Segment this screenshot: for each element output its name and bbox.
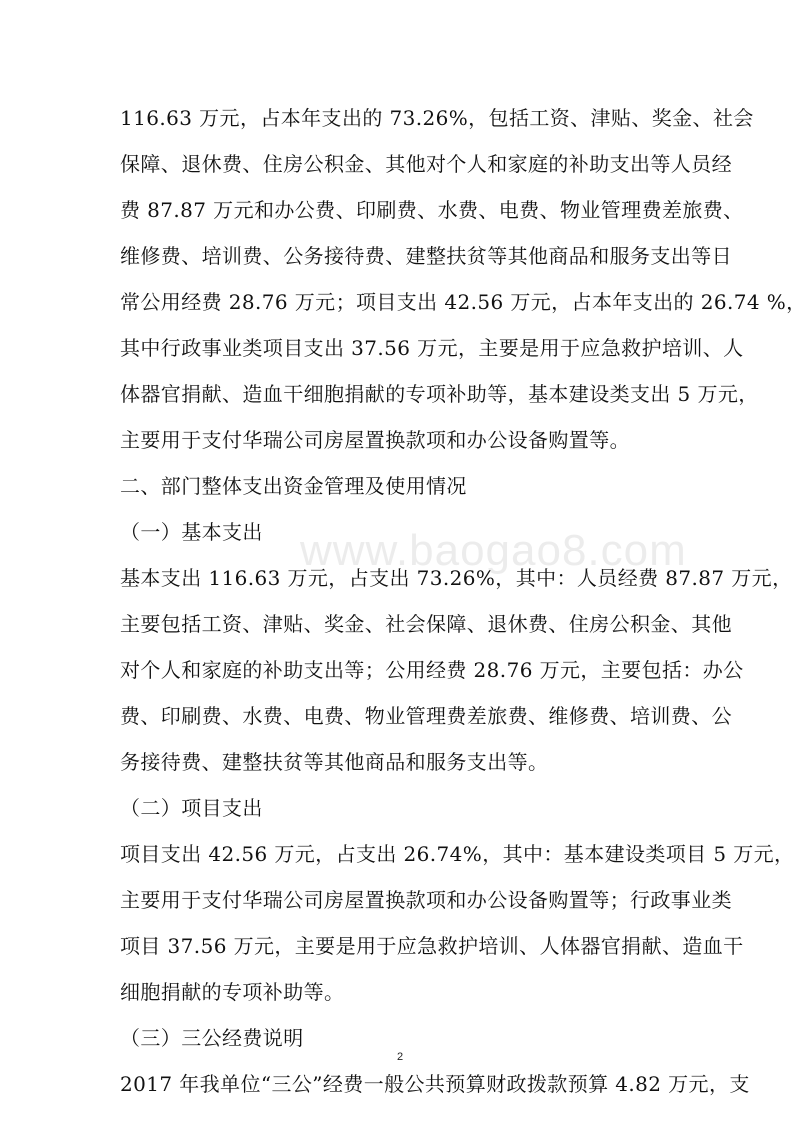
- paragraph-line: 细胞捐献的专项补助等。: [120, 980, 345, 1004]
- paragraph-line: 项目支出 42.56 万元，占支出 26.74%，其中：基本建设类项目 5 万元，: [120, 842, 795, 866]
- subsection-heading: （三）三公经费说明: [120, 1026, 304, 1050]
- paragraph-line: 2017 年我单位“三公”经费一般公共预算财政拨款预算 4.82 万元，支: [120, 1072, 750, 1096]
- subsection-heading: （一）基本支出: [120, 520, 263, 544]
- paragraph-line: 116.63 万元，占本年支出的 73.26%，包括工资、津贴、奖金、社会: [120, 106, 754, 130]
- paragraph-line: 务接待费、建整扶贫等其他商品和服务支出等。: [120, 750, 549, 774]
- paragraph-line: 其中行政事业类项目支出 37.56 万元，主要是用于应急救护培训、人: [120, 336, 744, 360]
- paragraph-line: 项目 37.56 万元，主要是用于应急救护培训、人体器官捐献、造血干: [120, 934, 744, 958]
- page-number: 2: [396, 1051, 404, 1063]
- paragraph-line: 维修费、培训费、公务接待费、建整扶贫等其他商品和服务支出等日: [120, 244, 732, 268]
- paragraph-line: 基本支出 116.63 万元，占支出 73.26%，其中：人员经费 87.87 万元，: [120, 566, 793, 590]
- section-heading: 二、部门整体支出资金管理及使用情况: [120, 474, 467, 498]
- paragraph-line: 常公用经费 28.76 万元；项目支出 42.56 万元，占本年支出的 26.74 %，: [120, 290, 807, 314]
- paragraph-line: 保障、退休费、住房公积金、其他对个人和家庭的补助支出等人员经: [120, 152, 732, 176]
- paragraph-line: 对个人和家庭的补助支出等；公用经费 28.76 万元，主要包括：办公: [120, 658, 744, 682]
- paragraph-line: 主要用于支付华瑞公司房屋置换款项和办公设备购置等。: [120, 428, 630, 452]
- paragraph-line: 主要包括工资、津贴、奖金、社会保障、退休费、住房公积金、其他: [120, 612, 732, 636]
- paragraph-line: 主要用于支付华瑞公司房屋置换款项和办公设备购置等；行政事业类: [120, 888, 732, 912]
- paragraph-line: 体器官捐献、造血干细胞捐献的专项补助等，基本建设类支出 5 万元，: [120, 382, 759, 406]
- paragraph-line: 费 87.87 万元和办公费、印刷费、水费、电费、物业管理费差旅费、: [120, 198, 744, 222]
- subsection-heading: （二）项目支出: [120, 796, 263, 820]
- paragraph-line: 费、印刷费、水费、电费、物业管理费差旅费、维修费、培训费、公: [120, 704, 732, 728]
- watermark-text: www.baogao8.com: [300, 526, 687, 575]
